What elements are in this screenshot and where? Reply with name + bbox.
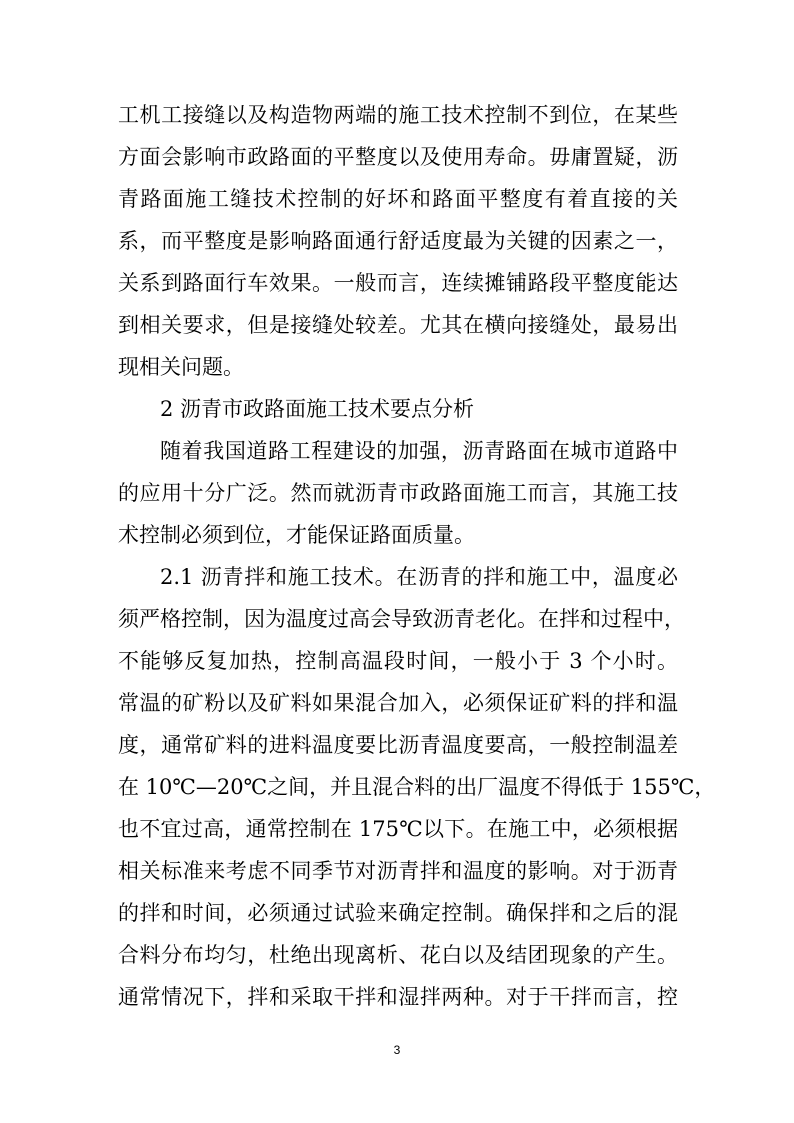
text-line: 合料分布均匀，杜绝出现离析、花白以及结团现象的产生。 xyxy=(118,943,678,967)
text-line: 方面会影响市政路面的平整度以及使用寿命。毋庸置疑，沥 xyxy=(118,145,678,169)
text-line: 系，而平整度是影响路面通行舒适度最为关键的因素之一， xyxy=(118,229,678,253)
page-number: 3 xyxy=(393,1043,401,1057)
text-line: 关系到路面行车效果。一般而言，连续摊铺路段平整度能达 xyxy=(118,271,678,295)
text-line: 度，通常矿料的进料温度要比沥青温度要高，一般控制温差 xyxy=(118,733,678,757)
text-line: 到相关要求，但是接缝处较差。尤其在横向接缝处，最易出 xyxy=(118,313,678,337)
text-line: 的拌和时间，必须通过试验来确定控制。确保拌和之后的混 xyxy=(118,901,678,925)
text-line: 术控制必须到位，才能保证路面质量。 xyxy=(118,523,475,547)
text-line: 不能够反复加热，控制高温段时间，一般小于 3 个小时。 xyxy=(118,649,678,673)
text-line: 工机工接缝以及构造物两端的施工技术控制不到位，在某些 xyxy=(118,103,678,127)
section-heading: 2 沥青市政路面施工技术要点分析 xyxy=(160,397,475,421)
text-line: 的应用十分广泛。然而就沥青市政路面施工而言，其施工技 xyxy=(118,481,678,505)
text-line: 也不宜过高，通常控制在 175℃以下。在施工中，必须根据 xyxy=(118,817,678,841)
text-line: 随着我国道路工程建设的加强，沥青路面在城市道路中 xyxy=(160,439,678,463)
text-line: 常温的矿粉以及矿料如果混合加入，必须保证矿料的拌和温 xyxy=(118,691,678,715)
subsection-line: 2.1 沥青拌和施工技术。在沥青的拌和施工中，温度必 xyxy=(160,565,678,589)
text-line: 相关标准来考虑不同季节对沥青拌和温度的影响。对于沥青 xyxy=(118,859,678,883)
text-line: 通常情况下，拌和采取干拌和湿拌两种。对于干拌而言，控 xyxy=(118,985,678,1009)
text-line: 须严格控制，因为温度过高会导致沥青老化。在拌和过程中， xyxy=(118,607,685,631)
text-line: 现相关问题。 xyxy=(118,355,244,379)
text-line: 在 10℃—20℃之间，并且混合料的出厂温度不得低于 155℃， xyxy=(118,775,716,799)
text-line: 青路面施工缝技术控制的好坏和路面平整度有着直接的关 xyxy=(118,187,678,211)
